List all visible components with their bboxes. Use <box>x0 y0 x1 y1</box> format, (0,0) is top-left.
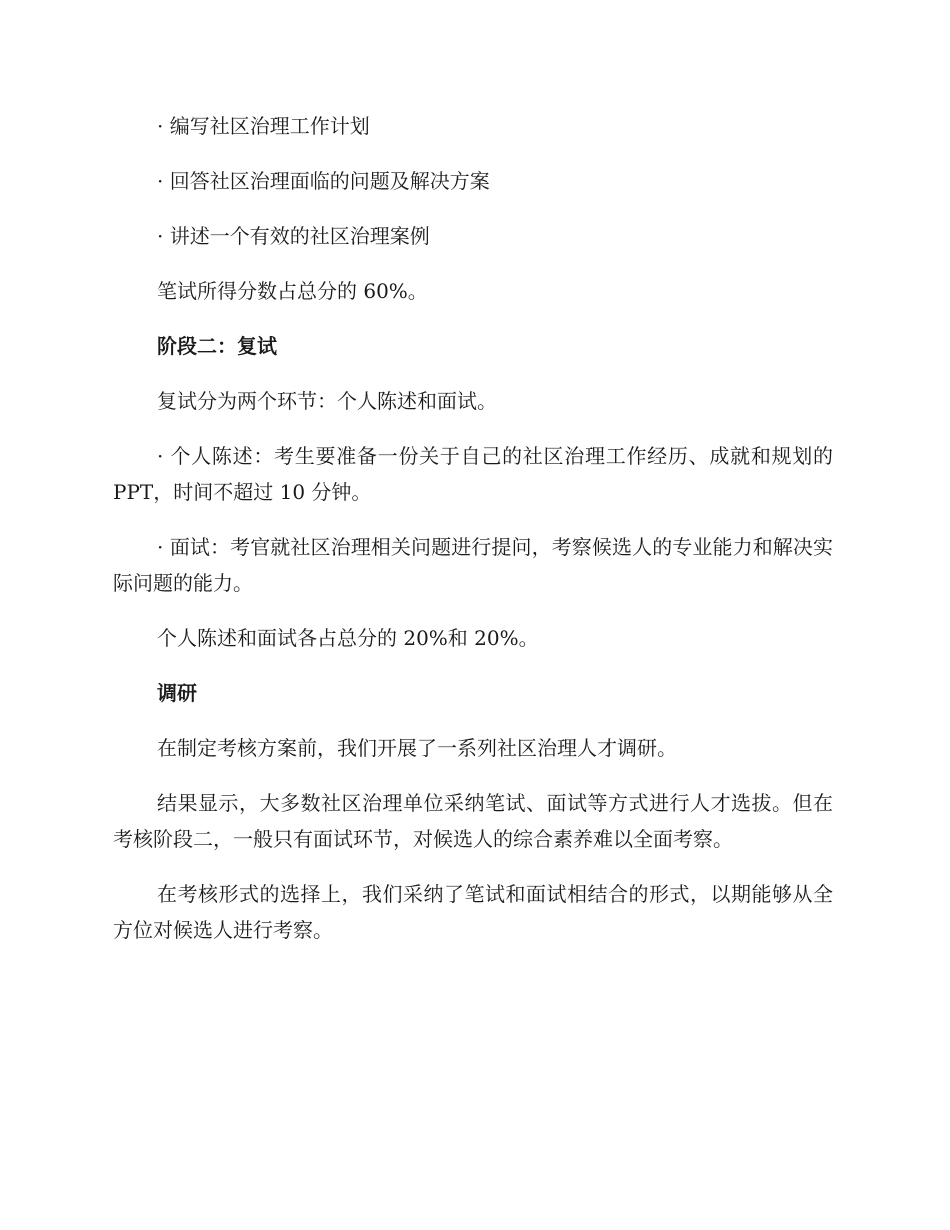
document-body <box>113 108 840 948</box>
written-test-score-paragraph: 笔试所得分数占总分的 60%。 <box>157 279 428 303</box>
retest-intro-paragraph: 复试分为两个环节：个人陈述和面试。 <box>157 389 497 413</box>
research-results-paragraph: 结果显示，大多数社区治理单位采纳笔试、面试等方式进行人才选拔。但在考核阶段二，一般只有面试环节，对候选人的综合素养难以全面考察。 <box>113 791 833 851</box>
bullet-item-personal-statement: · 个人陈述：考生要准备一份关于自己的社区治理工作经历、成就和规划的 PPT，时间不超过 10 分钟。 <box>113 444 840 504</box>
retest-score-paragraph: 个人陈述和面试各占总分的 20%和 20%。 <box>157 626 539 650</box>
research-heading: 调研 <box>157 681 197 705</box>
stage-two-heading: 阶段二：复试 <box>157 334 277 358</box>
assessment-form-paragraph: 在考核形式的选择上，我们采纳了笔试和面试相结合的形式，以期能够从全方位对候选人进行考察。 <box>113 882 833 942</box>
research-intro-paragraph: 在制定考核方案前，我们开展了一系列社区治理人才调研。 <box>157 736 677 760</box>
bullet-item-interview: · 面试：考官就社区治理相关问题进行提问，考察候选人的专业能力和解决实际问题的能力。 <box>113 535 833 595</box>
bullet-item-case-study: · 讲述一个有效的社区治理案例 <box>157 224 430 248</box>
bullet-item-work-plan: · 编写社区治理工作计划 <box>157 114 370 138</box>
bullet-item-problems-solutions: · 回答社区治理面临的问题及解决方案 <box>157 169 490 193</box>
